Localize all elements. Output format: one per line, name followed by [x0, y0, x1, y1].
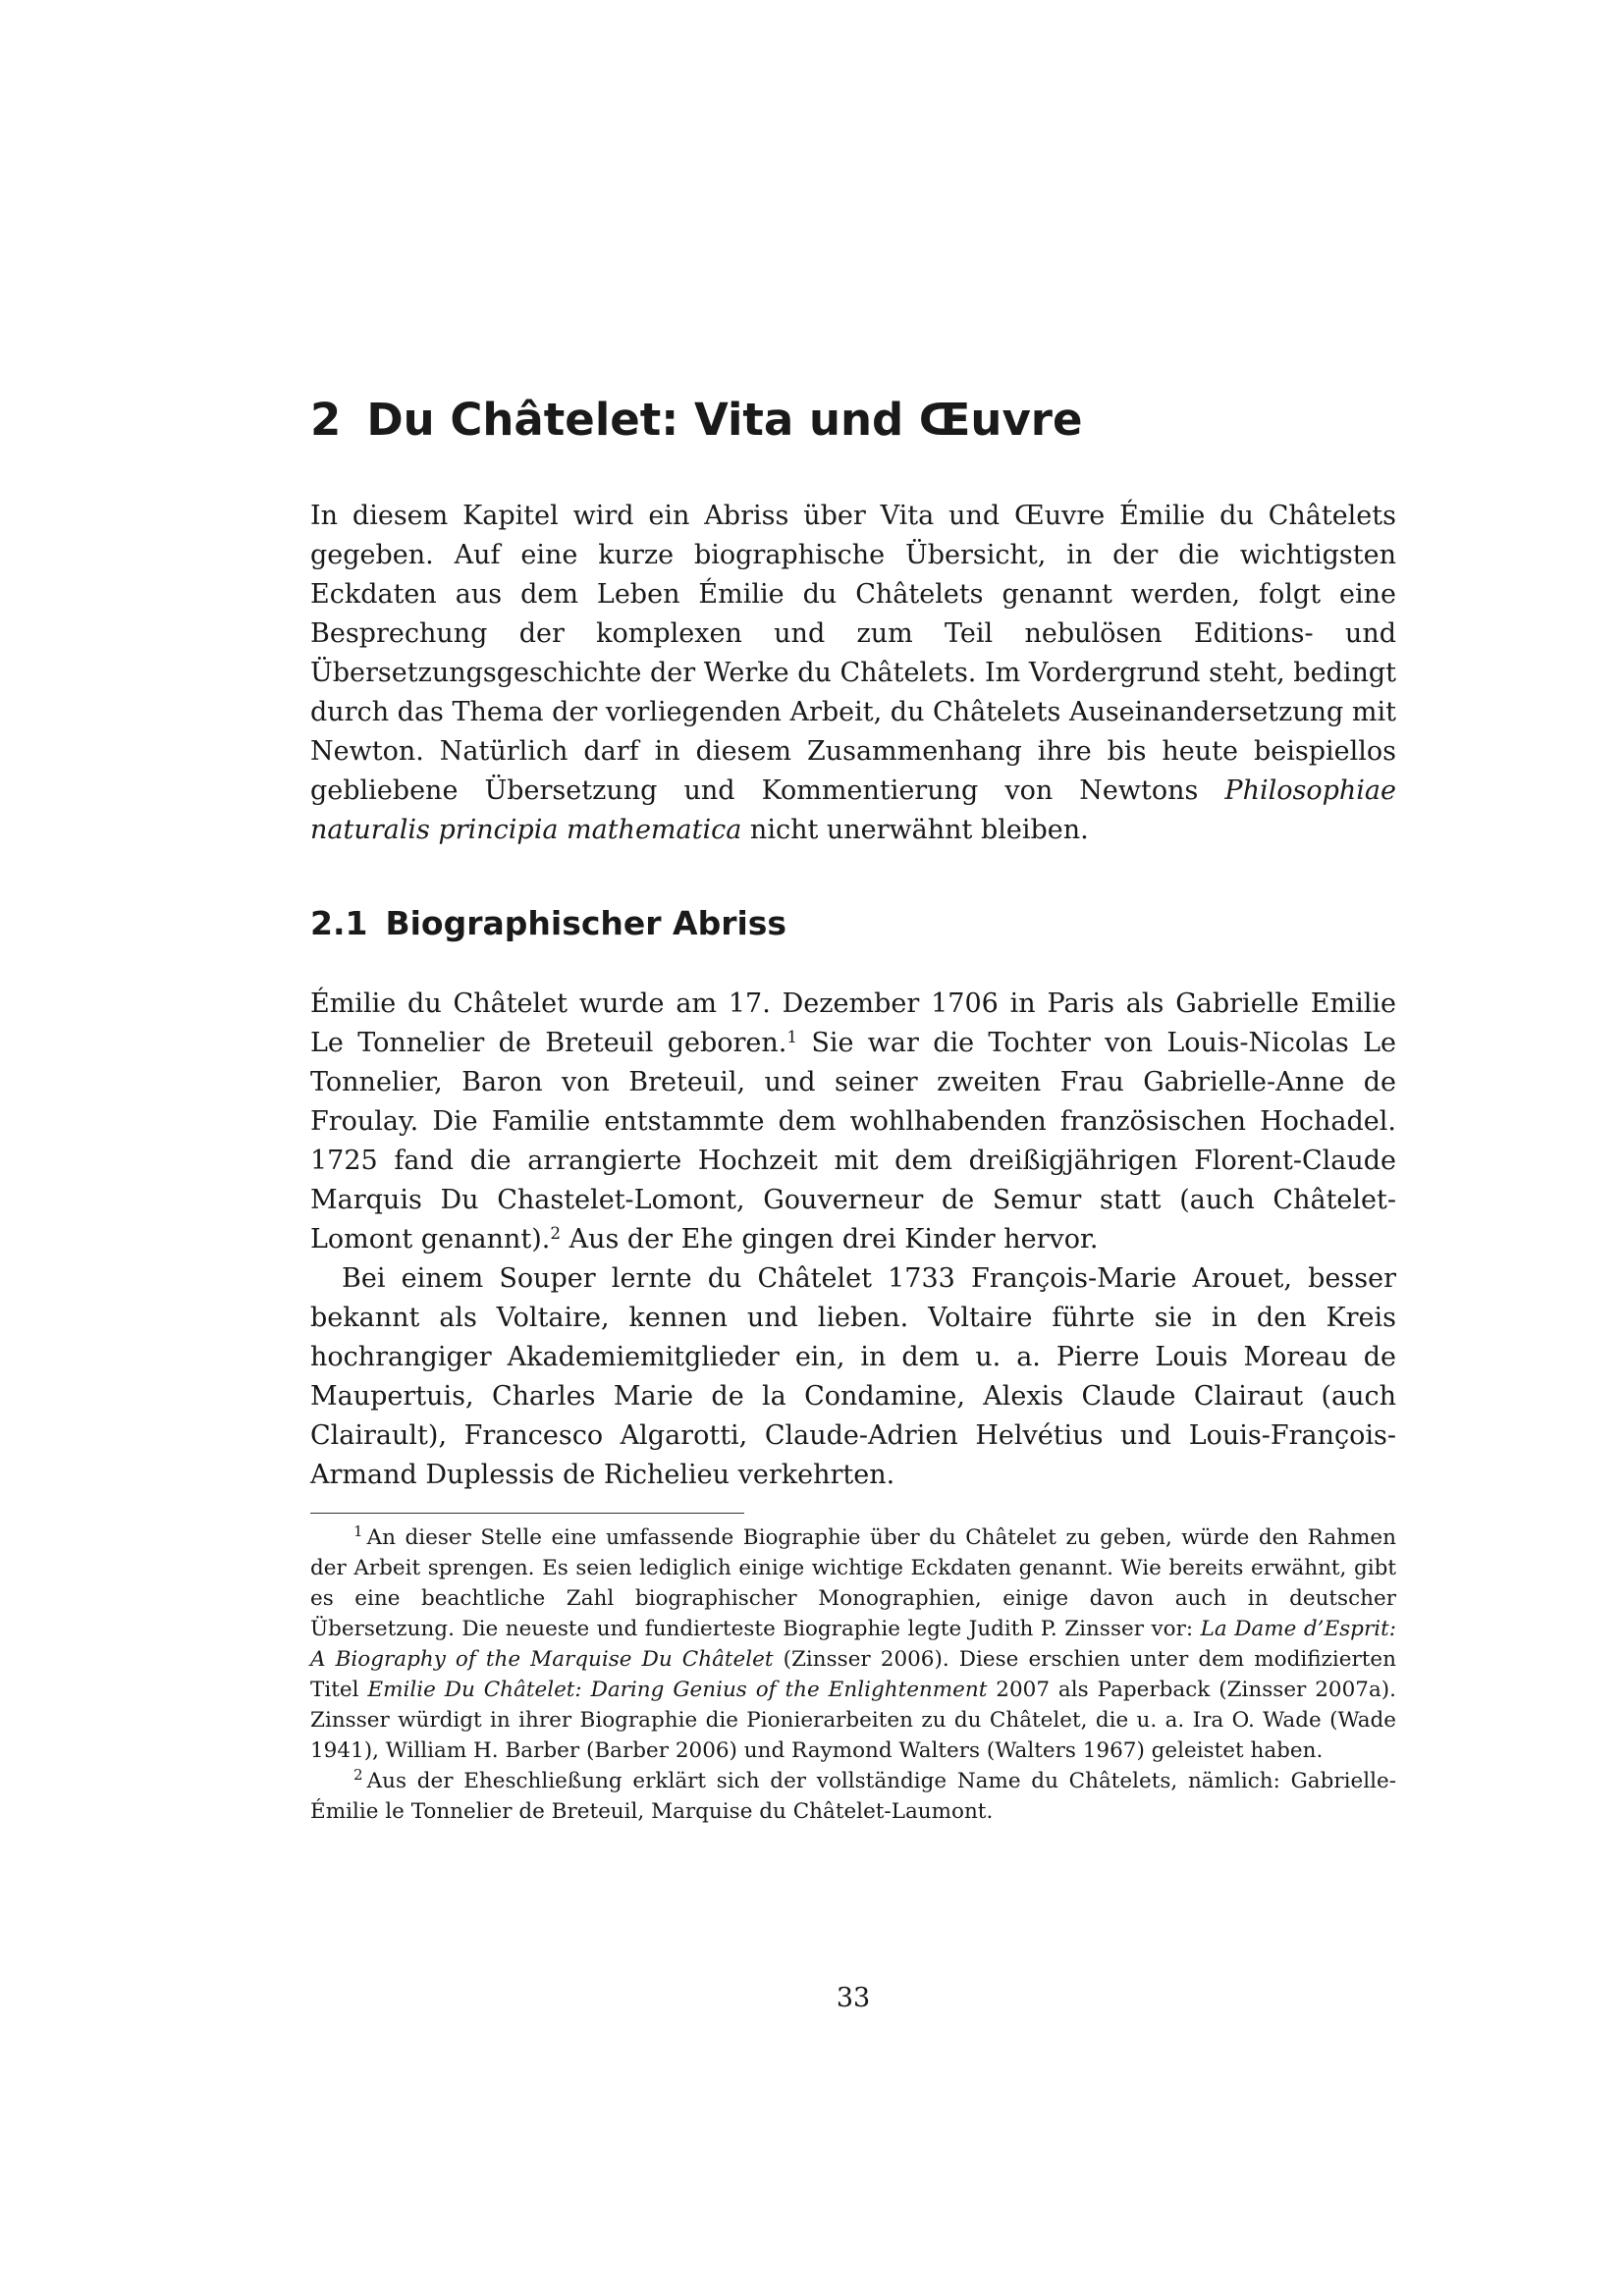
bio-text-3: Aus der Ehe gingen drei Kinder hervor.	[561, 1224, 1099, 1255]
footnote-1-text-b: (Zinsser 2006). Diese erschien unter dem modifizierten Titel	[310, 1647, 1396, 1702]
footnote-2-text: Aus der Eheschließung erklärt sich der vollständige Name du Châtelets, nämlich: Gabrielle-Émilie le Tonnelier de Breteuil, Marquise du Châtelet-Laumont.	[310, 1769, 1396, 1824]
footnote-ref-1[interactable]: 1	[786, 1026, 798, 1046]
intro-text-1: In diesem Kapitel wird ein Abriss über Vita und Œuvre Émilie du Châtelets gegeben. Auf eine kurze biographische Übersicht, in der die wichtigsten Eckdaten aus dem Leben Émilie du Châtelets genannt werden, folgt eine Besprechung der komplexen und zum Teil nebulösen Editions- und Übersetzungsgeschichte der Werke du Châtelets. Im Vordergrund steht, bedingt durch das Thema der vorliegenden Arbeit, du Châtelets Auseinandersetzung mit Newton. Natürlich darf in diesem Zusammenhang ihre bis heute beispiellos gebliebene Übersetzung und Kommentierung von Newtons	[310, 501, 1396, 806]
footnote-1-text-c: 2007 als Paperback (Zinsser 2007a). Zinsser würdigt in ihrer Biographie die Pionierarbeiten zu du Châtelet, die u. a. Ira O. Wade (Wade 1941), William H. Barber (Barber 2006) und Raymond Walters (Walters 1967) geleistet haben.	[310, 1678, 1396, 1763]
section-title-text: Biographischer Abriss	[385, 904, 787, 942]
biography-paragraph-2: Bei einem Souper lernte du Châtelet 1733 François-Marie Arouet, besser bekannt als Voltaire, kennen und lieben. Voltaire führte sie in den Kreis hochrangiger Akademiemitglieder ein, in dem u. a. Pierre Louis Moreau de Maupertuis, Charles Marie de la Condamine, Alexis Claude Clairaut (auch Clairault), Francesco Algarotti, Claude-Adrien Helvétius und Louis-François-Armand Duplessis de Richelieu verkehrten.	[310, 1263, 1396, 1490]
biography-block	[310, 985, 1396, 1495]
footnote-1-italic-b: Emilie Du Châtelet: Daring Genius of the Enlightenment	[367, 1678, 988, 1702]
page-number: 33	[836, 1983, 871, 2013]
footnotes	[310, 1522, 1396, 1827]
chapter-title	[310, 393, 1083, 448]
section-title	[310, 903, 786, 944]
intro-paragraph-block	[310, 497, 1396, 850]
footnote-2	[310, 1766, 1396, 1827]
footnote-1	[310, 1522, 1396, 1766]
footnote-1-text-a: An dieser Stelle eine umfassende Biographie über du Châtelet zu geben, würde den Rahmen der Arbeit sprengen. Es seien lediglich einige wichtige Eckdaten genannt. Wie bereits erwähnt, gibt es eine beachtliche Zahl biographischer Monographien, einige davon auch in deutscher Übersetzung. Die neueste und fundierteste Biographie legte Judith P. Zinsser vor:	[310, 1525, 1396, 1641]
bio-text-1: Émilie du Châtelet wurde am 17. Dezember 1706 in Paris als Gabrielle Emilie Le Tonnelier de Breteuil geboren.	[310, 988, 1396, 1058]
footnote-1-italic-a: La Dame d’Esprit: A Biography of the Marquise Du Châtelet	[310, 1617, 1396, 1672]
chapter-number: 2	[310, 394, 342, 446]
footnote-1-mark: 1	[353, 1522, 363, 1540]
biography-paragraph-1	[310, 985, 1396, 1259]
section-number: 2.1	[310, 904, 368, 942]
footnote-separator	[310, 1513, 744, 1514]
intro-italic-title: Philosophiae naturalis principia mathematica	[310, 775, 1396, 845]
footnote-ref-2[interactable]: 2	[550, 1222, 562, 1243]
bio-text-2: Sie war die Tochter von Louis-Nicolas Le Tonnelier, Baron von Breteuil, und seiner zweiten Frau Gabrielle-Anne de Froulay. Die Familie entstammte dem wohlhabenden französischen Hochadel. 1725 fand die arrangierte Hochzeit mit dem dreißigjährigen Florent-Claude Marquis Du Chastelet-Lomont, Gouverneur de Semur statt (auch Châtelet-Lomont genannt).	[310, 1028, 1396, 1255]
page	[310, 0, 1396, 2296]
intro-paragraph	[310, 497, 1396, 850]
chapter-title-text: Du Châtelet: Vita und Œuvre	[366, 394, 1083, 446]
intro-text-2: nicht unerwähnt bleiben.	[741, 815, 1089, 845]
footnote-2-mark: 2	[353, 1765, 363, 1784]
